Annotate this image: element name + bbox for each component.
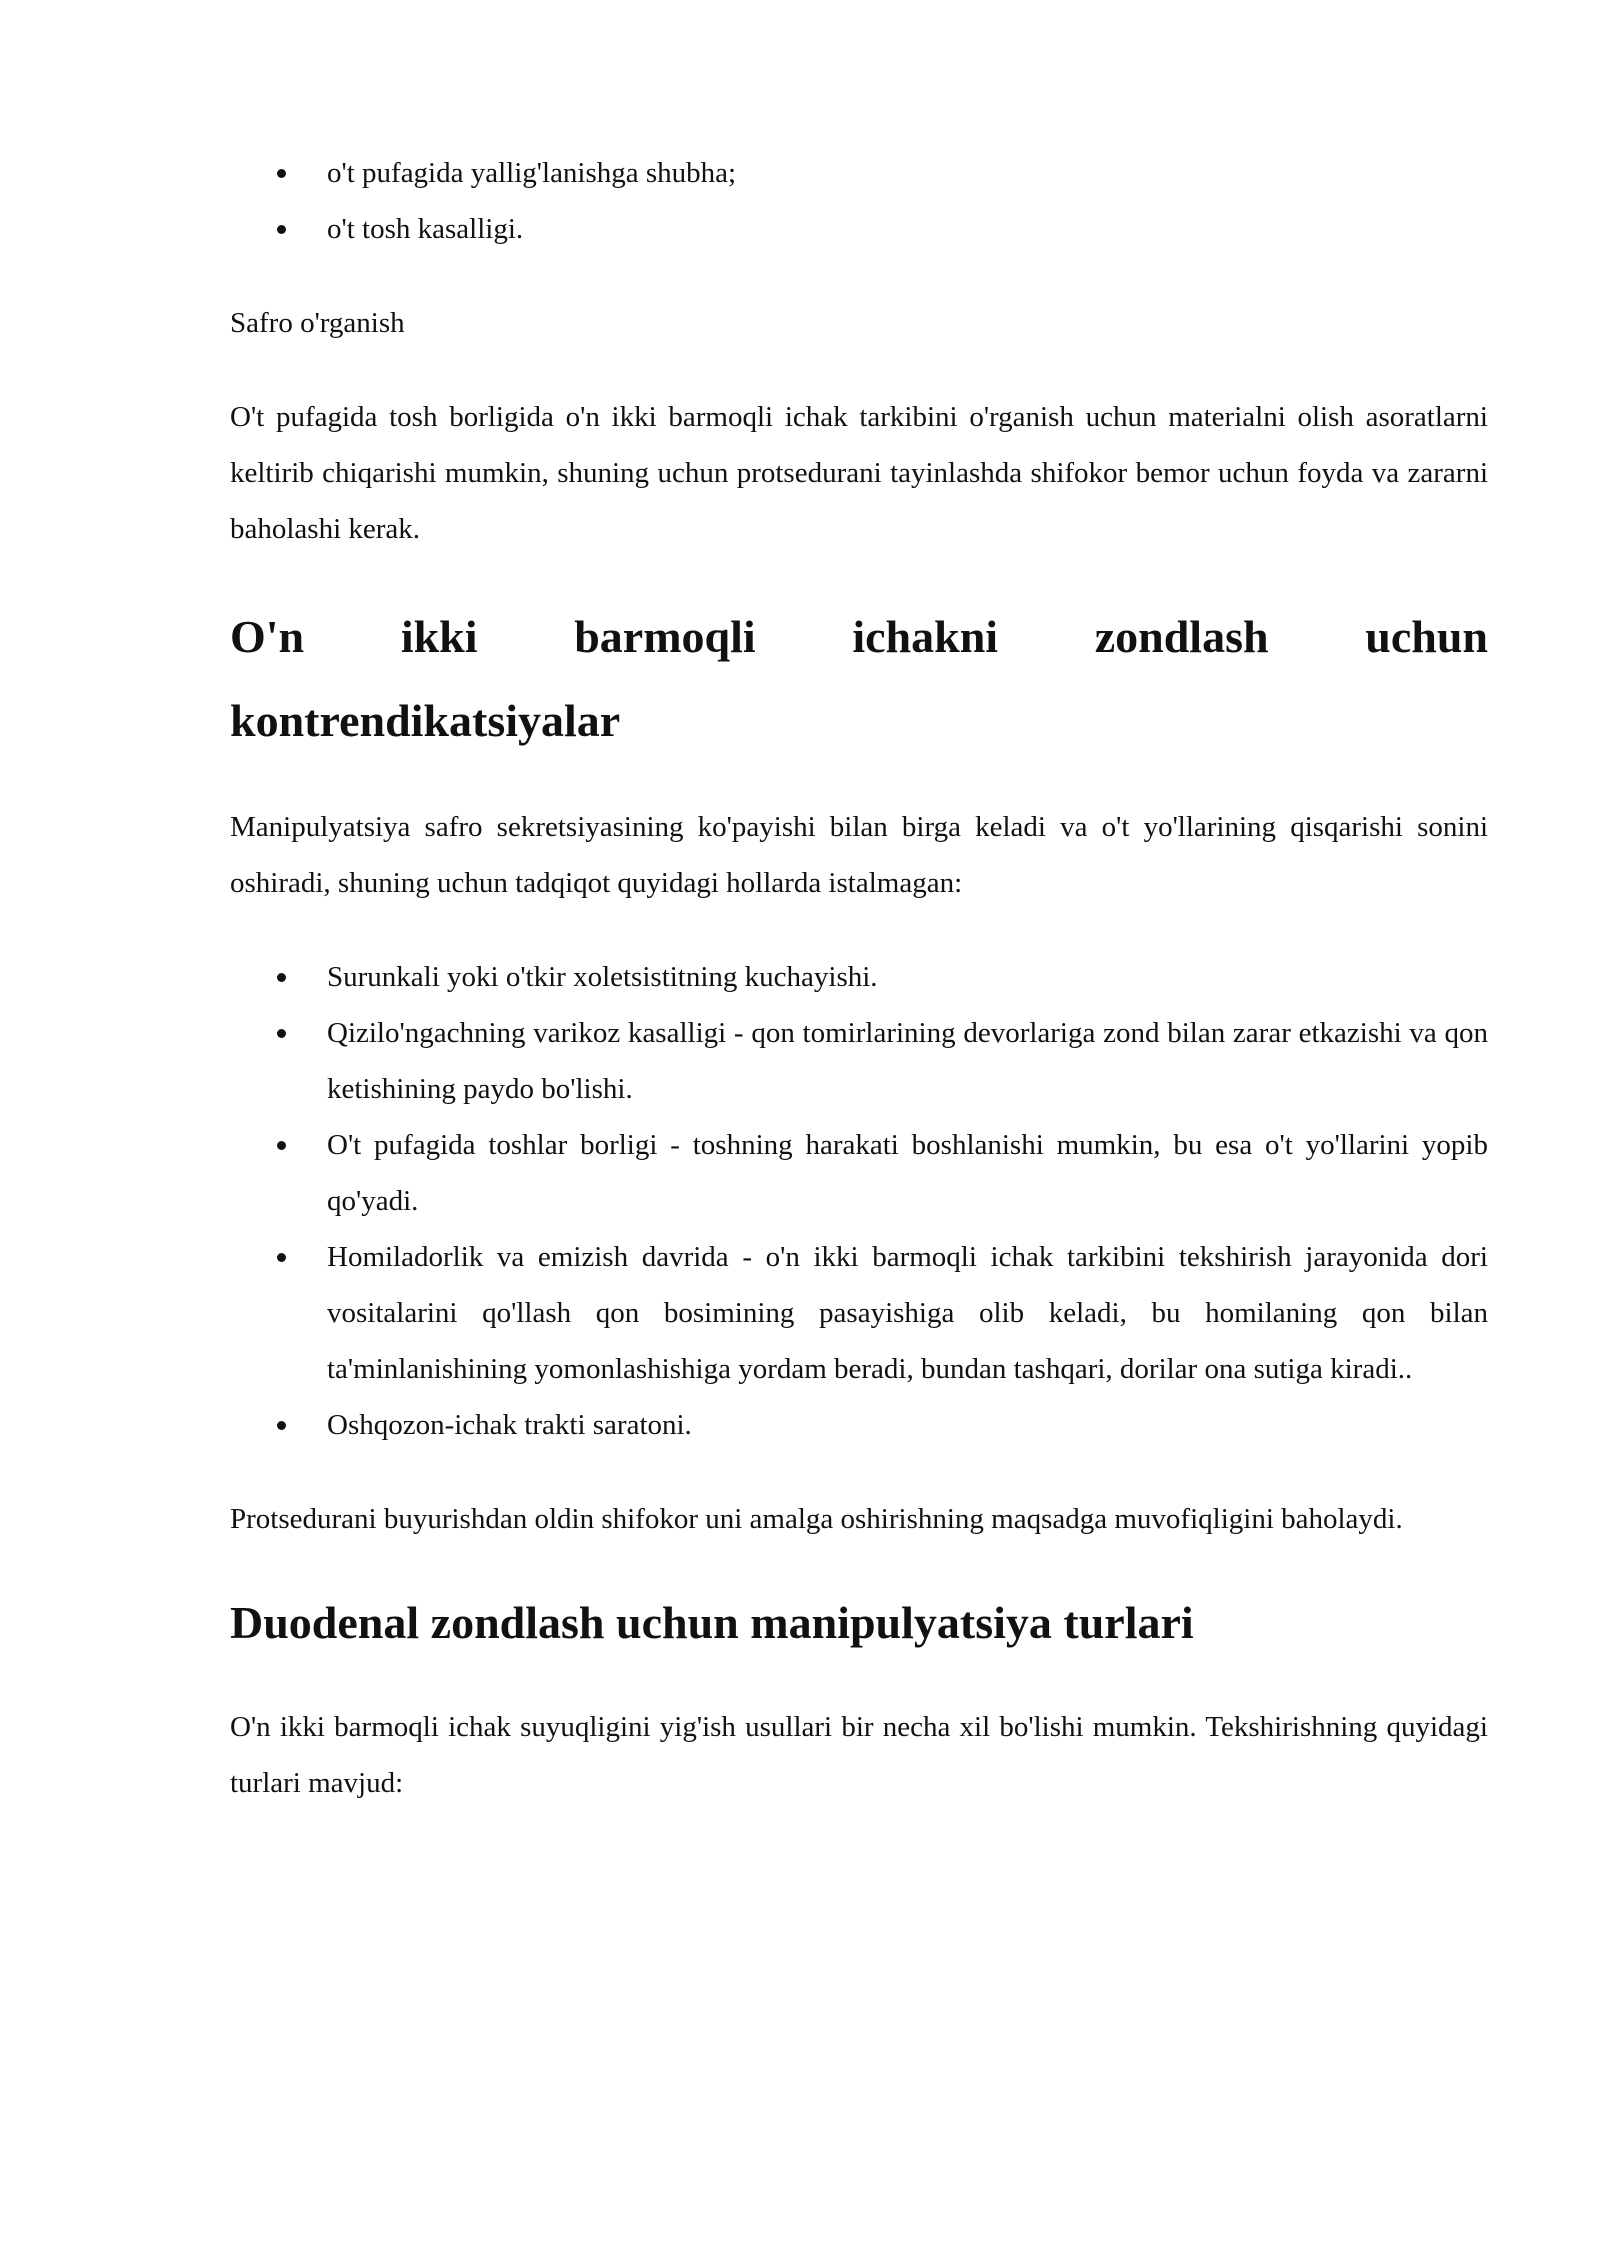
heading-contraindications: [230, 595, 1488, 763]
paragraph-manipulation: Manipulyatsiya safro sekretsiyasining ko'payishi bilan birga keladi va o't yo'llarining qisqarishi sonini oshiradi, shuning uchun tadqiqot quyidagi hollarda istalmagan:: [230, 811, 1488, 899]
list-item: Oshqozon-ichak trakti saratoni.: [230, 1397, 1488, 1453]
list-item: o't pufagida yallig'lanishga shubha;: [230, 145, 1488, 201]
paragraph-bile-study: O't pufagida tosh borligida o'n ikki barmoqli ichak tarkibini o'rganish uchun materialni olish asoratlarni keltirib chiqarishi mumkin, shuning uchun protsedurani tayinlashda shifokor bemor uchun foyda va zararni baholashi kerak.: [230, 401, 1488, 545]
heading-probing-types: Duodenal zondlash uchun manipulyatsiya turlari: [230, 1597, 1194, 1648]
paragraph-types: O'n ikki barmoqli ichak suyuqligini yig'ish usullari bir necha xil bo'lishi mumkin. Tekshirishning quyidagi turlari mavjud:: [230, 1711, 1488, 1799]
heading-word: uchun: [1365, 611, 1488, 662]
paragraph-procedure: Protsedurani buyurishdan oldin shifokor uni amalga oshirishning maqsadga muvofiqligini baholaydi.: [230, 1503, 1403, 1535]
heading-word: O'n: [230, 611, 305, 662]
indications-list: [230, 145, 1488, 257]
heading-word: zondlash: [1094, 611, 1269, 662]
contraindications-list: [230, 949, 1488, 1453]
heading-line-1: [230, 595, 1488, 679]
list-item: Qizilo'ngachning varikoz kasalligi - qon tomirlarining devorlariga zond bilan zarar etkazishi va qon ketishining paydo bo'lishi.: [230, 1005, 1488, 1117]
list-item: o't tosh kasalligi.: [230, 201, 1488, 257]
heading-word: ichakni: [852, 611, 999, 662]
heading-word: barmoqli: [574, 611, 756, 662]
list-item: O't pufagida toshlar borligi - toshning harakati boshlanishi mumkin, bu esa o't yo'llarini yopib qo'yadi.: [230, 1117, 1488, 1229]
list-item: Homiladorlik va emizish davrida - o'n ikki barmoqli ichak tarkibini tekshirish jarayonida dori vositalarini qo'llash qon bosimining pasayishiga olib keladi, bu homilaning qon bilan ta'minlanishining yomonlashishiga yordam beradi, bundan tashqari, dorilar ona sutiga kiradi..: [230, 1229, 1488, 1397]
heading-line-2: kontrendikatsiyalar: [230, 695, 621, 746]
list-item: Surunkali yoki o'tkir xoletsistitning kuchayishi.: [230, 949, 1488, 1005]
document-page: [230, 145, 1488, 1811]
section-label: Safro o'rganish: [230, 307, 405, 339]
heading-word: ikki: [400, 611, 478, 662]
